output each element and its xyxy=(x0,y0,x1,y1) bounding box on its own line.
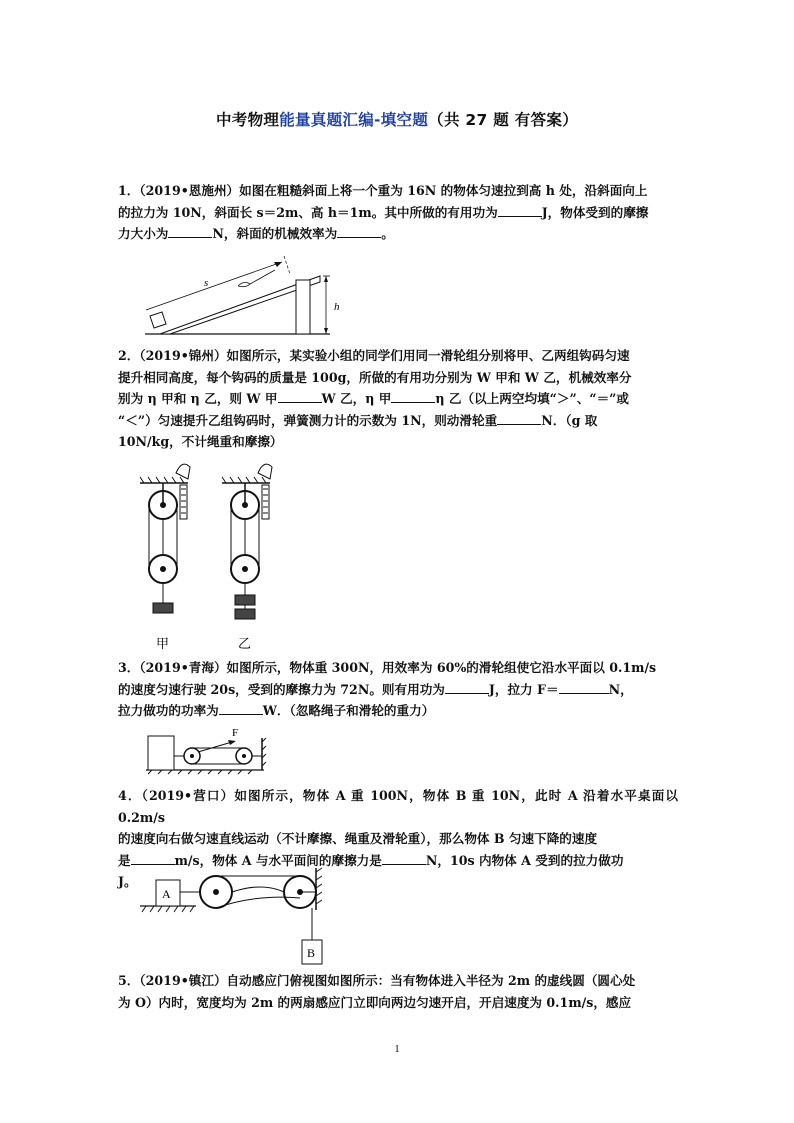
q3-line-3: 拉力做功的功率为 W．（忽略绳子和滑轮的重力） xyxy=(118,703,435,718)
fig1-s-label: s xyxy=(204,277,209,289)
q3-line-2: 的速度匀速行驶 20s，受到的摩擦力为 72N。则有用功为 J，拉力 F＝ N， xyxy=(118,681,633,697)
title-blue-1: 能量真题汇编 xyxy=(279,111,374,129)
pulley-set-a xyxy=(140,464,190,613)
fig3-force-label: F xyxy=(232,727,239,739)
page-title xyxy=(0,108,794,130)
table-pulley-figure xyxy=(140,868,326,968)
title-blue-2: 填空题 xyxy=(380,111,429,129)
q2-line-3: 别为 η 甲和 η 乙，则 W 甲 W 乙，η 甲 η 乙（以上两空均填“＞”、“＝”或 xyxy=(118,391,630,406)
answer-blank[interactable] xyxy=(278,390,322,403)
q3-line-1: 3．（2019•青海）如图所示，物体重 300N，用效率为 60%的滑轮组使它沿水平面以 0.1m/s xyxy=(118,660,657,675)
answer-blank[interactable] xyxy=(168,225,212,238)
answer-blank[interactable] xyxy=(131,852,175,865)
pulley-blocks-figure xyxy=(136,455,286,655)
question-5 xyxy=(118,970,678,1013)
q2-line-1: 2．（2019•锦州）如图所示，某实验小组的同学们用同一滑轮组分别将甲、乙两组钩码匀速 xyxy=(118,348,630,363)
inclined-plane-figure xyxy=(140,252,350,338)
page-number: 1 xyxy=(394,1043,400,1055)
answer-blank[interactable] xyxy=(337,225,381,238)
answer-blank[interactable] xyxy=(497,412,541,425)
answer-blank[interactable] xyxy=(559,681,609,694)
q2-line-2: 提升相同高度，每个钩码的质量是 100g，所做的有用功分别为 W 甲和 W 乙，机械效率分 xyxy=(118,369,632,385)
fig4-block-b-label: B xyxy=(307,946,316,960)
pulley-set-b xyxy=(222,464,272,619)
question-2 xyxy=(118,345,678,453)
answer-blank[interactable] xyxy=(382,852,426,865)
q4-line-2: 的速度向右做匀速直线运动（不计摩擦、绳重及滑轮重），那么物体 B 匀速下降的速度 xyxy=(118,831,598,846)
fig1-h-label: h xyxy=(334,301,340,313)
q2-line-5: 10N/kg，不计绳重和摩擦） xyxy=(118,434,283,449)
title-dash: - xyxy=(374,111,381,129)
fig2-label-jia: 甲 xyxy=(156,637,170,652)
answer-blank[interactable] xyxy=(219,702,263,715)
fig2-label-yi: 乙 xyxy=(238,637,252,652)
q2-line-4: “＜”）匀速提升乙组钩码时，弹簧测力计的示数为 1N，则动滑轮重 N．（g 取 xyxy=(118,412,598,428)
question-3 xyxy=(118,657,678,722)
q1-line-2: 的拉力为 10N，斜面长 s＝2m、高 h＝1m。其中所做的有用功为 J，物体受到的摩擦 xyxy=(118,204,649,220)
answer-blank[interactable] xyxy=(445,681,489,694)
q1-line-1: 1．（2019•恩施州）如图在粗糙斜面上将一个重为 16N 的物体匀速拉到高 h 处，沿斜面向上 xyxy=(118,183,648,198)
answer-blank[interactable] xyxy=(391,390,435,403)
title-suffix: （共 27 题 有答案） xyxy=(428,111,578,129)
title-prefix: 中考物理 xyxy=(215,111,280,129)
answer-blank[interactable] xyxy=(498,204,542,217)
fig4-block-a-label: A xyxy=(162,887,171,901)
q4-line-3: 是 m/s，物体 A 与水平面间的摩擦力是 N，10s 内物体 A 受到的拉力做功 xyxy=(118,852,624,868)
q4-line-1: 4．（2019•营口）如图所示，物体 A 重 100N，物体 B 重 10N，此时 A 沿着水平桌面以 0.2m/s xyxy=(118,788,678,825)
q1-line-3: 力大小为 N，斜面的机械效率为 。 xyxy=(118,226,394,241)
q5-line-1: 5．（2019•镇江）自动感应门俯视图如图所示：当有物体进入半径为 2m 的虚线圆（圆心处 xyxy=(118,973,636,988)
q5-line-2: 为 O）内时，宽度均为 2m 的两扇感应门立即向两边匀速开启，开启速度为 0.1m/s，感应 xyxy=(118,994,632,1010)
q4-line-4: J。 xyxy=(118,874,137,889)
question-1 xyxy=(118,180,678,245)
horizontal-pulley-figure xyxy=(146,726,270,774)
